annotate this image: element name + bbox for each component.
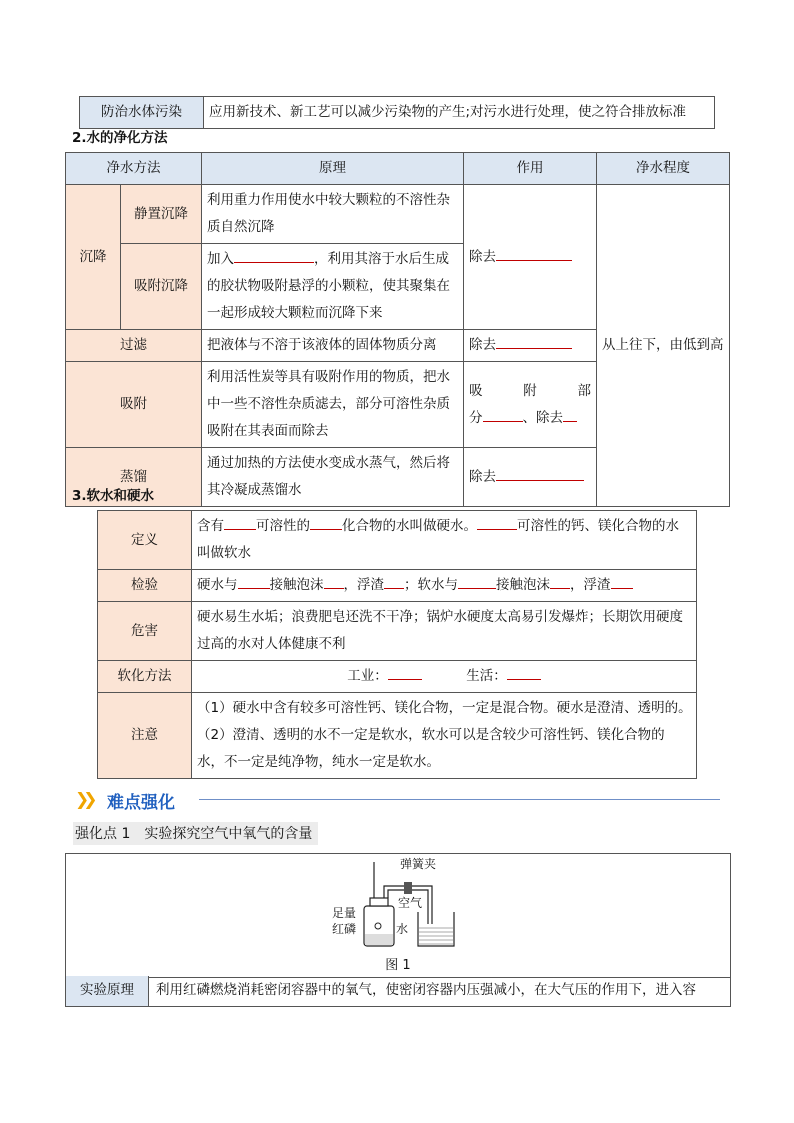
answer-blank [384, 574, 404, 589]
answer-blank [224, 515, 256, 530]
harm-text: 硬水易生水垢；浪费肥皂还洗不干净；锅炉水硬度太高易引发爆炸；长期饮用硬度过高的水对人体健康不利 [192, 602, 697, 661]
header-degree: 净水程度 [597, 153, 730, 185]
section-title-text: 难点强化 [107, 793, 175, 813]
soften-industry: 工业： [347, 668, 388, 684]
adsorption-effect-line1 [469, 378, 591, 405]
test-text [192, 570, 697, 602]
note-cell [192, 693, 697, 779]
definition-part: 含有 [197, 518, 224, 534]
principle-row [65, 976, 731, 1007]
pollution-label: 防治水体污染 [80, 97, 204, 129]
distill-label: 蒸馏 [66, 448, 202, 507]
sediment-effect-cell [464, 185, 597, 330]
adsorption-label: 吸附 [66, 362, 202, 448]
answer-blank [477, 515, 517, 530]
test-part: ，浮渣 [343, 577, 384, 593]
figure-caption: 图 1 [385, 958, 411, 973]
answer-blank [563, 407, 577, 422]
filter-label: 过滤 [66, 330, 202, 362]
figure-box [65, 853, 731, 978]
degree-text: 从上往下，由低到高 [602, 337, 724, 353]
answer-blank [496, 246, 572, 261]
static-sediment-label: 静置沉降 [121, 185, 202, 244]
static-sediment-principle: 利用重力作用使水中较大颗粒的不溶性杂质自然沉降 [202, 185, 464, 244]
label-amount: 足量 [332, 906, 357, 920]
adsorption-effect-char: 吸 [469, 382, 483, 399]
soften-life: 生活： [466, 668, 507, 684]
adsorption-effect-cell [464, 362, 597, 448]
definition-part: 可溶性的 [256, 518, 310, 534]
soften-methods [192, 661, 697, 693]
double-chevron-icon: ❯❯ [75, 790, 92, 810]
adsorption-effect-char: 部 [577, 382, 591, 399]
principle-label: 实验原理 [66, 976, 149, 1006]
test-part: ；软水与 [404, 577, 458, 593]
test-label: 检验 [98, 570, 192, 602]
filter-principle: 把液体与不溶于该液体的固体物质分离 [202, 330, 464, 362]
adsorption-effect-pre: 分 [469, 409, 483, 426]
pollution-table [79, 96, 715, 129]
answer-blank [458, 574, 496, 589]
label-water: 水 [396, 922, 409, 936]
definition-label: 定义 [98, 511, 192, 570]
adsorption-principle: 利用活性炭等具有吸附作用的物质，把水中一些不溶性杂质滤去，部分可溶性杂质吸附在其表面而除去 [202, 362, 464, 448]
answer-blank [550, 574, 570, 589]
adsorb-principle-post: ，利用其溶于水后生成的胶状物吸附悬浮的小颗粒，使其聚集在一起形成较大颗粒而沉降下来 [207, 251, 450, 321]
answer-blank [507, 665, 541, 680]
adsorb-principle-pre: 加入 [207, 251, 234, 267]
definition-part: 化合物的水叫做硬水。 [342, 518, 477, 534]
sediment-group-label: 沉降 [66, 185, 121, 330]
adsorption-effect-line2 [469, 405, 591, 432]
purification-table [65, 152, 730, 507]
answer-blank [238, 574, 270, 589]
harm-label: 危害 [98, 602, 192, 661]
soften-label: 软化方法 [98, 661, 192, 693]
label-air: 空气 [398, 896, 423, 910]
adsorption-effect-mid: 、除去 [522, 409, 563, 426]
definition-text [192, 511, 697, 570]
answer-blank [496, 466, 584, 481]
answer-blank [388, 665, 422, 680]
answer-blank [611, 574, 633, 589]
distill-effect-text: 除去 [469, 468, 496, 485]
sediment-effect-text: 除去 [469, 248, 496, 265]
test-part: 接触泡沫 [496, 577, 550, 593]
pollution-text: 应用新技术、新工艺可以减少污染物的产生;对污水进行处理，使之符合排放标准 [204, 97, 715, 129]
hard-soft-water-table [97, 510, 697, 779]
test-part: 硬水与 [197, 577, 238, 593]
filter-effect-text: 除去 [469, 337, 496, 353]
header-effect: 作用 [464, 153, 597, 185]
note-2: （2）澄清、透明的水不一定是软水，软水可以是含较少可溶性钙、镁化合物的水，不一定是纯净物，纯水一定是软水。 [197, 727, 665, 770]
label-phosphorus: 红磷 [332, 922, 357, 936]
label-clamp: 弹簧夹 [400, 857, 437, 871]
header-method: 净水方法 [66, 153, 202, 185]
answer-blank [310, 515, 342, 530]
adsorption-effect-char: 附 [523, 382, 537, 399]
test-part: 接触泡沫 [269, 577, 324, 593]
section3-heading: 3.软水和硬水 [72, 488, 155, 504]
adsorb-sediment-principle [202, 244, 464, 330]
degree-cell [597, 185, 730, 507]
answer-blank [324, 574, 344, 589]
definition-part: 可溶性的钙、镁化合物的水叫做软水 [197, 518, 679, 561]
test-part: ，浮渣 [570, 577, 611, 593]
header-principle: 原理 [202, 153, 464, 185]
adsorb-sediment-label: 吸附沉降 [121, 244, 202, 330]
answer-blank [234, 248, 314, 263]
answer-blank [483, 407, 523, 422]
principle-text: 利用红磷燃烧消耗密闭容器中的氧气，使密闭容器内压强减小，在大气压的作用下，进入容 [156, 982, 696, 998]
note-1: （1）硬水中含有较多可溶性钙、镁化合物，一定是混合物。硬水是澄清、透明的。 [197, 700, 692, 716]
note-label: 注意 [98, 693, 192, 779]
answer-blank [496, 334, 572, 349]
section-title-bar [75, 788, 720, 812]
distill-principle: 通过加热的方法使水变成水蒸气，然后将其冷凝成蒸馏水 [202, 448, 464, 507]
section-divider [199, 799, 720, 800]
section2-heading: 2.水的净化方法 [72, 130, 168, 146]
strengthen-point-label: 强化点 1 实验探究空气中氧气的含量 [73, 822, 318, 845]
filter-effect-cell [464, 330, 597, 362]
distill-effect-cell [464, 448, 597, 507]
